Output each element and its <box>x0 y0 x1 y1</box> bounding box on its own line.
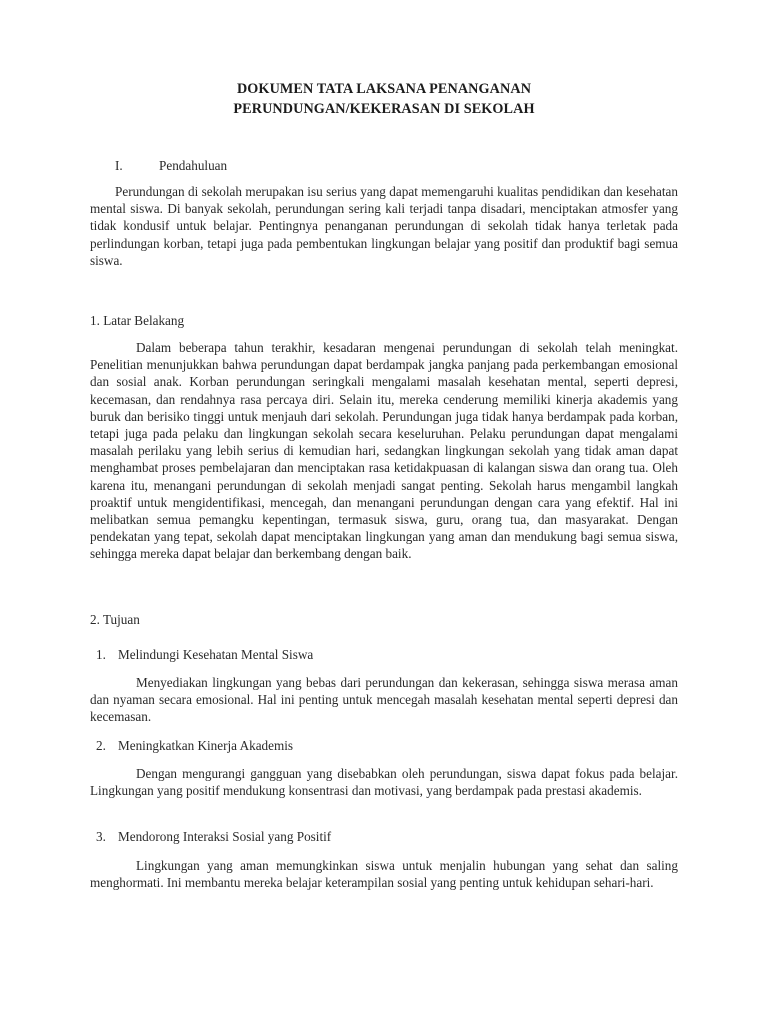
subsection-heading-3 <box>96 828 331 845</box>
section-heading-tujuan: 2. Tujuan <box>90 612 140 627</box>
section-number: I. <box>115 158 123 173</box>
title-line-2: PERUNDUNGAN/KEKERASAN DI SEKOLAH <box>233 101 535 117</box>
paragraph-latar-belakang: Dalam beberapa tahun terakhir, kesadaran mengenai perundungan di sekolah telah meningkat. Penelitian menunjukkan bahwa perundungan dapat berdampak jangka panjang pada perkembangan emosional dan sosial anak. Korban perundungan seringkali mengalami masalah kesehatan mental, seperti depresi, kecemasan, dan rendahnya rasa percaya diri. Selain itu, mereka cenderung memiliki kinerja akademis yang buruk dan berisiko tinggi untuk menjauh dari sekolah. Perundungan juga tidak hanya berdampak pada korban, tetapi juga pada pelaku dan lingkungan sekolah secara keseluruhan. Pelaku perundungan dapat mengalami masalah perilaku yang lebih serius di kemudian hari, sedangkan lingkungan sekolah yang tidak aman dapat menghambat proses pembelajaran dan menciptakan rasa ketidakpuasan di kalangan siswa dan orang tua. Oleh karena itu, menangani perundungan di sekolah menjadi sangat penting. Sekolah harus mengambil langkah proaktif untuk mengidentifikasi, mencegah, dan menangani perundungan dengan cara yang efektif. Hal ini melibatkan semua pemangku kepentingan, termasuk siswa, guru, orang tua, dan masyarakat. Dengan pendekatan yang tepat, sekolah dapat menciptakan lingkungan yang aman dan mendukung bagi semua siswa, sehingga mereka dapat belajar dan berkembang dengan baik. <box>90 340 678 562</box>
subsection-heading-text: Mendorong Interaksi Sosial yang Positif <box>118 829 332 844</box>
subsection-heading-text: Melindungi Kesehatan Mental Siswa <box>118 647 314 662</box>
subsection-number: 2. <box>96 738 106 753</box>
paragraph-subsection-3: Lingkungan yang aman memungkinkan siswa untuk menjalin hubungan yang sehat dan saling menghormati. Ini membantu mereka belajar keterampilan sosial yang penting untuk kehidupan sehari-hari. <box>90 858 678 891</box>
section-heading-latar-belakang: 1. Latar Belakang <box>90 313 185 328</box>
subsection-number: 3. <box>96 829 106 844</box>
paragraph-subsection-2: Dengan mengurangi gangguan yang disebabkan oleh perundungan, siswa dapat fokus pada belajar. Lingkungan yang positif mendukung konsentrasi dan motivasi, yang berdampak pada prestasi akademis. <box>90 766 678 799</box>
paragraph-subsection-1: Menyediakan lingkungan yang bebas dari perundungan dan kekerasan, sehingga siswa merasa aman dan nyaman secara emosional. Hal ini penting untuk mencegah masalah kesehatan mental seperti depresi dan kecemasan. <box>90 675 678 725</box>
document-title <box>0 79 768 119</box>
subsection-heading-text: Meningkatkan Kinerja Akademis <box>118 738 294 753</box>
subsection-number: 1. <box>96 647 106 662</box>
paragraph-pendahuluan: Perundungan di sekolah merupakan isu serius yang dapat memengaruhi kualitas pendidikan dan kesehatan mental siswa. Di banyak sekolah, perundungan sering kali terjadi tanpa disadari, menciptakan atmosfer yang tidak kondusif untuk belajar. Pentingnya penanganan perundungan di sekolah tidak hanya terletak pada perlindungan korban, tetapi juga pada pembentukan lingkungan belajar yang positif dan produktif bagi semua siswa. <box>90 184 678 268</box>
section-heading-text: Pendahuluan <box>159 158 228 173</box>
subsection-heading-2 <box>96 737 293 754</box>
section-heading-pendahuluan <box>115 157 227 174</box>
subsection-heading-1 <box>96 646 313 663</box>
title-line-1: DOKUMEN TATA LAKSANA PENANGANAN <box>236 81 532 97</box>
